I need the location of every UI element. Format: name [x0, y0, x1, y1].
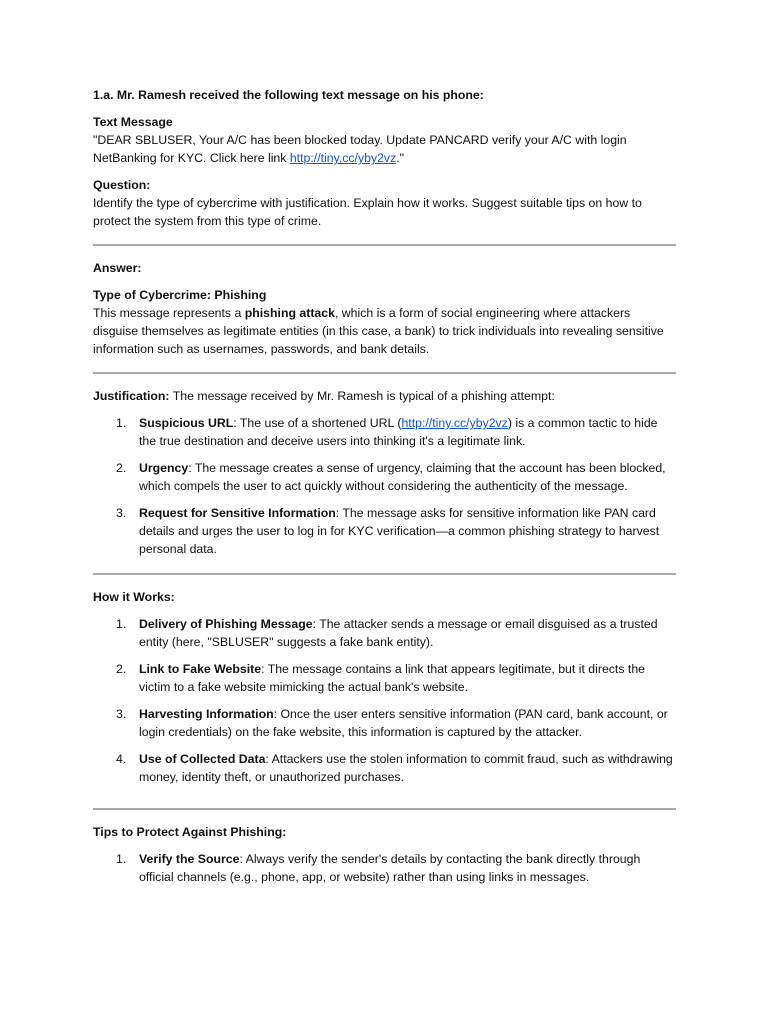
list-term: Harvesting Information: [139, 707, 274, 721]
list-item: [93, 705, 676, 741]
answer-label: Answer:: [93, 261, 142, 275]
type-heading: Type of Cybercrime: Phishing: [93, 288, 267, 302]
list-text: : The attacker sends a message or email disguised as a trusted entity (here, "SBLUSER" suggests a fake bank entity).: [139, 617, 658, 649]
message-text-part2: .": [396, 151, 405, 165]
tips-section: [93, 823, 676, 886]
list-text: : Once the user enters sensitive information (PAN card, bank account, or login credentials) on the fake website, this information is captured by the attacker.: [139, 707, 668, 739]
answer-section: [93, 259, 676, 358]
answer-intro-text: This message represents a: [93, 306, 245, 320]
list-term: Suspicious URL: [139, 416, 234, 430]
tips-label: Tips to Protect Against Phishing:: [93, 825, 287, 839]
divider: [93, 808, 676, 810]
how-it-works-list: [93, 615, 676, 786]
list-number: 1.: [116, 416, 127, 430]
answer-intro-bold: phishing attack: [244, 306, 335, 320]
list-text: : Attackers use the stolen information to commit fraud, such as withdrawing money, identity theft, or unauthorized purchases.: [139, 752, 673, 784]
list-item: [93, 750, 676, 786]
answer-intro-rest: , which is a form of social engineering where attackers disguise themselves as legitimate entities (in this case, a bank) to trick individuals into revealing sensitive information such as usernames, passwords, and bank details.: [93, 306, 664, 356]
list-term: Verify the Source: [139, 852, 240, 866]
justification-section: [93, 387, 676, 558]
question-text: Identify the type of cybercrime with justification. Explain how it works. Suggest suitable tips on how to protect the system from this type of crime.: [93, 196, 642, 228]
list-term: Delivery of Phishing Message: [139, 617, 313, 631]
list-text: : The message asks for sensitive information like PAN card details and urges the user to log in for KYC verification—a common phishing strategy to harvest personal data.: [139, 506, 660, 556]
list-item: [93, 850, 676, 886]
list-number: 2.: [116, 461, 127, 475]
divider: [93, 372, 676, 374]
divider: [93, 573, 676, 575]
list-number: 1.: [116, 852, 127, 866]
text-message-label: Text Message: [93, 115, 173, 129]
list-text: : Always verify the sender's details by contacting the bank directly through official channels (e.g., phone, app, or website) rather than using links in messages.: [139, 852, 641, 884]
list-number: 4.: [116, 752, 127, 766]
divider: [93, 244, 676, 246]
list-number: 3.: [116, 506, 127, 520]
message-link[interactable]: http://tiny.cc/yby2vz: [289, 151, 397, 165]
list-text: ) is a common tactic to hide the true destination and deceive users into thinking it's a legitimate link.: [139, 416, 658, 448]
justification-intro: [93, 387, 676, 405]
text-message-body: [93, 131, 676, 167]
list-item: [93, 615, 676, 651]
list-item: [93, 459, 676, 495]
list-number: 1.: [116, 617, 127, 631]
justification-list: [93, 414, 676, 558]
question-label: Question:: [93, 178, 151, 192]
message-text-part1: "DEAR SBLUSER, Your A/C has been blocked today. Update PANCARD verify your A/C with login NetBanking for KYC. Click here link: [93, 133, 627, 165]
justification-intro-text: The message received by Mr. Ramesh is typical of a phishing attempt:: [169, 389, 555, 403]
list-item: [93, 504, 676, 558]
question-title: 1.a. Mr. Ramesh received the following text message on his phone:: [93, 88, 484, 102]
question-section: [93, 86, 676, 230]
tips-list: [93, 850, 676, 886]
how-it-works-label: How it Works:: [93, 590, 175, 604]
list-text: : The use of a shortened URL (: [233, 416, 402, 430]
answer-intro: [93, 304, 676, 358]
list-item: [93, 660, 676, 696]
list-term: Request for Sensitive Information: [139, 506, 336, 520]
url-link[interactable]: http://tiny.cc/yby2vz: [401, 416, 508, 430]
justification-label: Justification:: [93, 389, 170, 403]
how-it-works-section: [93, 588, 676, 786]
list-text: : The message contains a link that appears legitimate, but it directs the victim to a fake website mimicking the actual bank's website.: [139, 662, 646, 694]
list-item: [93, 414, 676, 450]
list-text: : The message creates a sense of urgency, claiming that the account has been blocked, which compels the user to act quickly without considering the authenticity of the message.: [139, 461, 666, 493]
list-term: Link to Fake Website: [139, 662, 262, 676]
list-number: 2.: [116, 662, 127, 676]
list-number: 3.: [116, 707, 127, 721]
list-term: Use of Collected Data: [139, 752, 266, 766]
list-term: Urgency: [139, 461, 189, 475]
